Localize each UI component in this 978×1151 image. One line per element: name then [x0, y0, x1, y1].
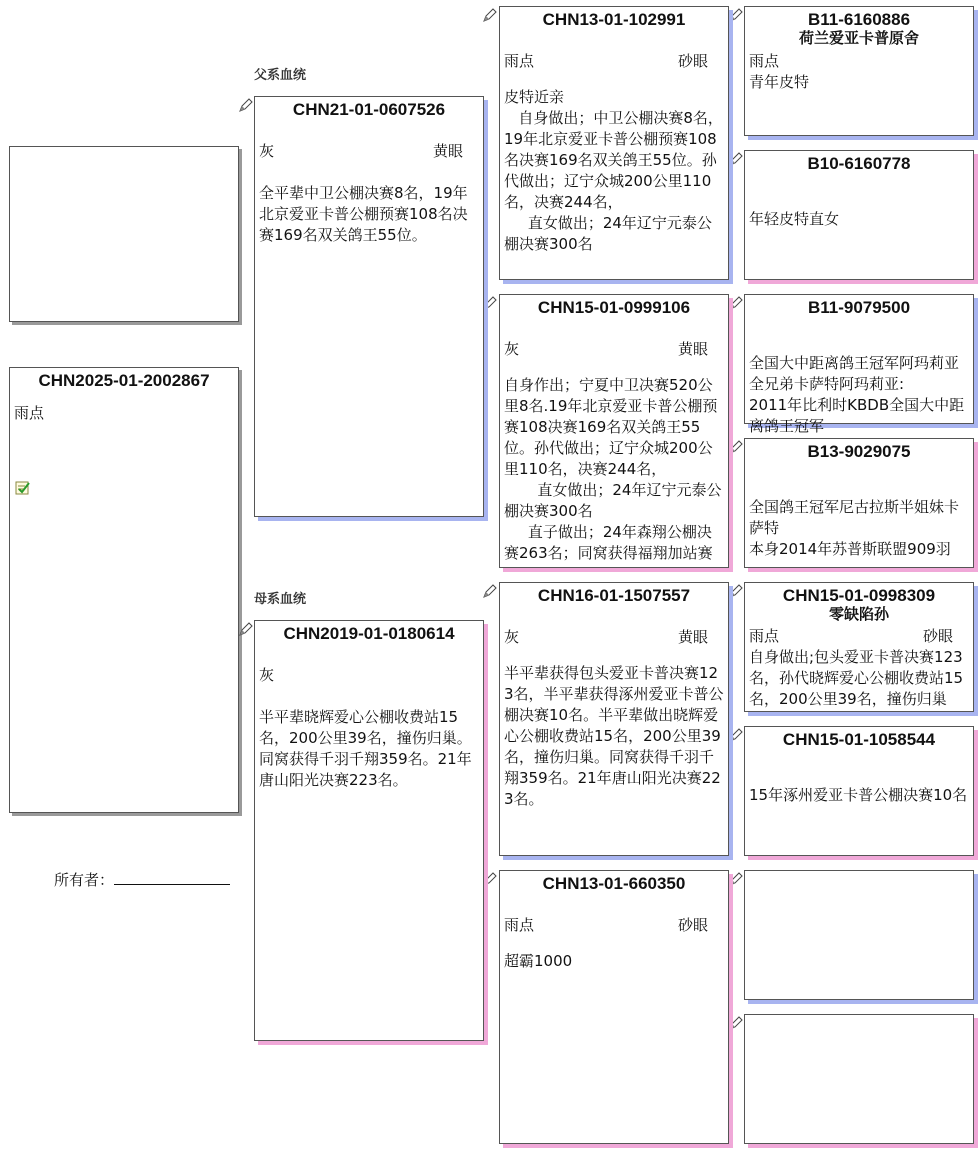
- edit-pen-icon[interactable]: [728, 1015, 744, 1031]
- dam-sire-description: 半平辈获得包头爱亚卡普决赛123名，半平辈获得涿州爱亚卡普公棚决赛10名。半平辈做出晓辉爱心公棚收费站15名，200公里39名，撞伤归巢。同窝获得千羽千翔359名。21年唐山阳光决赛223名。: [504, 664, 724, 808]
- sds-description: 全国大中距离鸽王冠军阿玛莉亚全兄弟卡萨特阿玛莉亚: 2011年比利时KBDB全国大中距离鸽王冠军: [749, 354, 965, 435]
- sire-ring-number: CHN21-01-0607526: [292, 100, 446, 119]
- sire-eye: 黄眼: [432, 143, 463, 160]
- dam-sire-card[interactable]: [499, 582, 729, 856]
- photo-box[interactable]: [9, 146, 239, 322]
- dam-dam-ring-number: CHN13-01-660350: [542, 874, 686, 893]
- edit-pen-icon[interactable]: [482, 871, 498, 887]
- edit-pen-icon[interactable]: [728, 871, 744, 887]
- dam-card[interactable]: [254, 620, 484, 1041]
- edit-pen-icon[interactable]: [728, 295, 744, 311]
- subject-color: 雨点: [14, 405, 45, 422]
- sire-line-label: 父系血统: [254, 67, 307, 82]
- edit-pen-icon[interactable]: [482, 295, 498, 311]
- ssd-description: 年轻皮特直女: [749, 210, 840, 228]
- edit-pen-icon[interactable]: [728, 727, 744, 743]
- sire-card[interactable]: [254, 96, 484, 517]
- dam-sire-eye: 黄眼: [677, 629, 708, 646]
- sire-sire-sire-card[interactable]: [744, 6, 974, 136]
- dam-sire-sire-card[interactable]: [744, 582, 974, 712]
- subject-card[interactable]: [9, 367, 239, 813]
- edit-pen-icon[interactable]: [728, 583, 744, 599]
- edit-pen-icon[interactable]: [238, 97, 254, 113]
- edit-note-icon[interactable]: [15, 480, 31, 496]
- dam-line-label: 母系血统: [254, 591, 307, 606]
- sire-dam-dam-card[interactable]: [744, 438, 974, 568]
- sire-sire-description: 皮特近亲 自身做出；中卫公棚决赛8名，19年北京爱亚卡普公棚预赛108名决赛169名双关鸽王55位。孙代做出；辽宁众城200公里110名，决赛244名， 直女做出；24年辽宁元泰公棚决赛300名: [504, 88, 723, 253]
- subject-ring-number: CHN2025-01-2002867: [38, 371, 210, 390]
- sire-color: 灰: [259, 143, 275, 160]
- edit-pen-icon[interactable]: [238, 621, 254, 637]
- dam-color: 灰: [259, 667, 275, 684]
- sire-dam-card[interactable]: [499, 294, 729, 568]
- edit-pen-icon[interactable]: [728, 439, 744, 455]
- sire-dam-eye: 黄眼: [677, 341, 708, 358]
- dam-dam-dam-card[interactable]: [744, 1014, 974, 1144]
- dam-dam-eye: 砂眼: [677, 917, 708, 934]
- edit-pen-icon[interactable]: [482, 7, 498, 23]
- sire-sire-eye: 砂眼: [677, 53, 708, 70]
- sss-description: 青年皮特: [749, 73, 810, 91]
- dam-sire-color: 灰: [504, 629, 520, 646]
- sire-dam-ring-number: CHN15-01-0999106: [537, 298, 691, 317]
- sire-sire-ring-number: CHN13-01-102991: [542, 10, 686, 29]
- edit-pen-icon[interactable]: [482, 583, 498, 599]
- owner-field[interactable]: [54, 869, 230, 890]
- sire-dam-description: 自身作出；宁夏中卫决赛520公里8名.19年北京爱亚卡普公棚预赛108决赛169名双关鸽王55位。孙代做出；辽宁众城200公里110名，决赛244名， 直女做出；24年辽宁元泰公棚决赛300名 直子做出；24年森翔公棚决赛263名；同窝获得福翔加站赛: [504, 376, 722, 562]
- dam-dam-card[interactable]: [499, 870, 729, 1144]
- dss-description: 自身做出;包头爱亚卡普决赛123名，孙代晓辉爱心公棚收费站15名，200公里39名，撞伤归巢: [749, 648, 964, 708]
- sire-sire-color: 雨点: [504, 53, 535, 70]
- dam-dam-sire-card[interactable]: [744, 870, 974, 1000]
- owner-label: 所有者：: [54, 872, 115, 889]
- dam-description: 半平辈晓辉爱心公棚收费站15名，200公里39名，撞伤归巢。同窝获得千羽千翔359名。21年唐山阳光决赛223名。: [259, 708, 472, 789]
- ssd-ring-number: B10-6160778: [807, 154, 911, 173]
- dam-dam-description: 超霸1000: [504, 952, 573, 970]
- sss-color: 雨点: [749, 52, 780, 70]
- sss-ring-number: B11-6160886: [807, 10, 911, 29]
- sire-sire-card[interactable]: [499, 6, 729, 280]
- edit-pen-icon[interactable]: [728, 7, 744, 23]
- sds-ring-number: B11-9079500: [807, 298, 911, 317]
- owner-input-line[interactable]: [114, 870, 230, 885]
- dsd-description: 15年涿州爱亚卡普公棚决赛10名: [749, 786, 968, 804]
- sdd-ring-number: B13-9029075: [807, 442, 911, 461]
- dam-ring-number: CHN2019-01-0180614: [283, 624, 455, 643]
- edit-pen-icon[interactable]: [728, 151, 744, 167]
- dss-name: 零缺陷孙: [828, 606, 889, 623]
- dam-sire-ring-number: CHN16-01-1507557: [537, 586, 691, 605]
- dam-dam-color: 雨点: [504, 917, 535, 934]
- sire-dam-color: 灰: [504, 341, 520, 358]
- dam-sire-dam-card[interactable]: [744, 726, 974, 856]
- sire-dam-sire-card[interactable]: [744, 294, 974, 435]
- dss-color: 雨点: [749, 628, 780, 645]
- sire-description: 全平辈中卫公棚决赛8名，19年北京爱亚卡普公棚预赛108名决赛169名双关鸽王55位。: [259, 184, 468, 244]
- dsd-ring-number: CHN15-01-1058544: [782, 730, 936, 749]
- sire-sire-dam-card[interactable]: [744, 150, 974, 280]
- sdd-description: 全国鸽王冠军尼古拉斯半姐妹卡萨特 本身2014年苏普斯联盟909羽: [749, 498, 960, 558]
- dss-ring-number: CHN15-01-0998309: [782, 586, 936, 605]
- dss-eye: 砂眼: [922, 628, 953, 645]
- sss-name: 荷兰爱亚卡普原舍: [798, 30, 919, 47]
